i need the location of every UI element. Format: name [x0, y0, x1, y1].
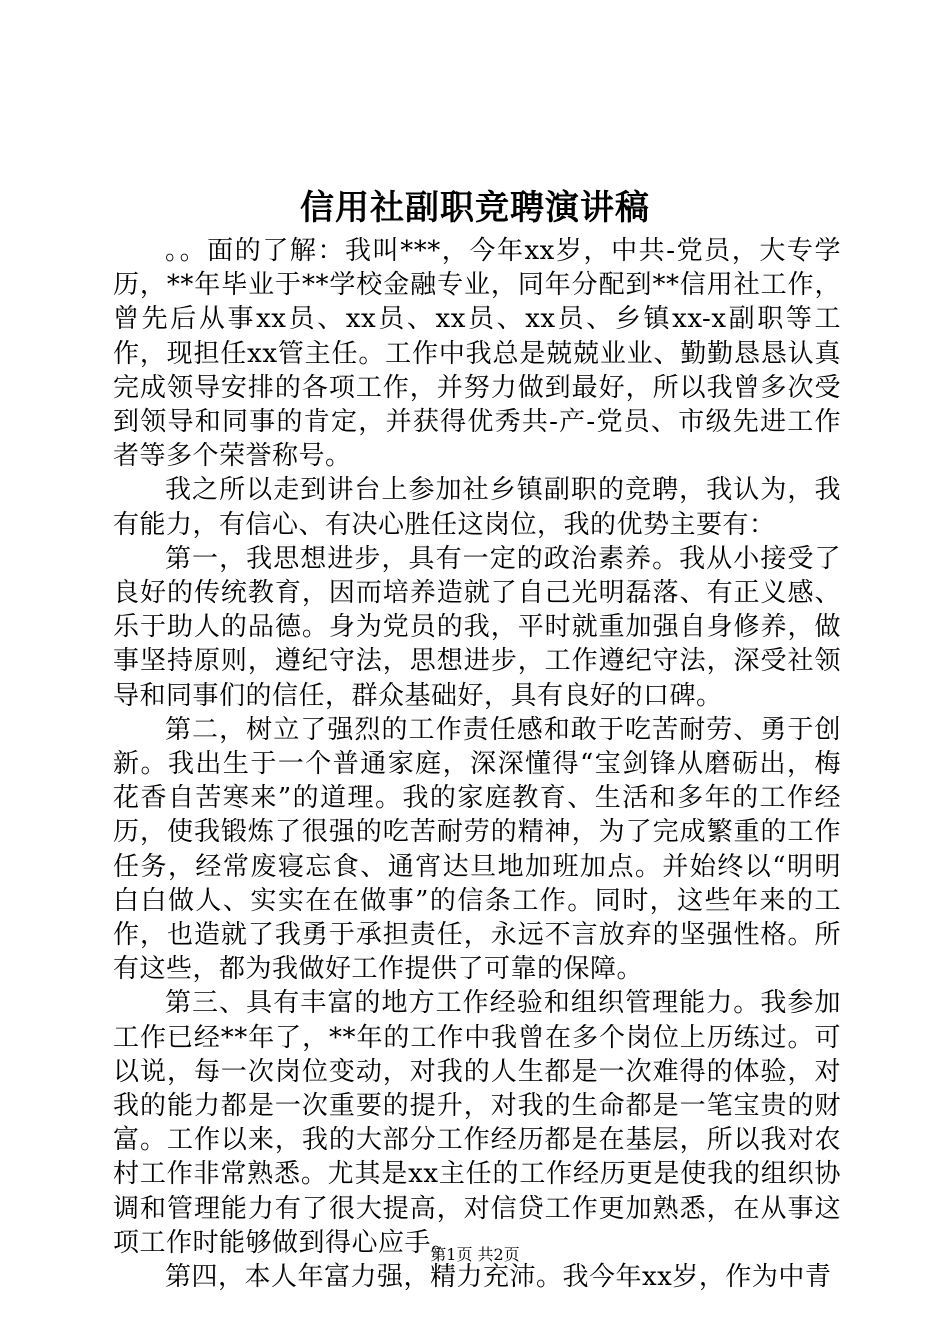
- paragraph-first: 第一，我思想进步，具有一定的政治素养。我从小接受了良好的传统教育，因而培养造就了自己光明磊落、有正义感、乐于助人的品德。身为党员的我，平时就重加强自身修养，做事坚持原则，遵纪守法，思想进步，工作遵纪守法，深受社领导和同事们的信任，群众基础好，具有良好的口碑。: [113, 543, 841, 711]
- page-number-footer: 第1页 共2页: [430, 1245, 520, 1264]
- document-body: [113, 234, 841, 1294]
- paragraph-third: 第三、具有丰富的地方工作经验和组织管理能力。我参加工作已经**年了，**年的工作中我曾在多个岗位上历练过。可以说，每一次岗位变动，对我的人生都是一次难得的体验，对我的能力都是一次重要的提升，对我的生命都是一笔宝贵的财富。工作以来，我的大部分工作经历都是在基层，所以我对农村工作非常熟悉。尤其是xx主任的工作经历更是使我的组织协调和管理能力有了很大提高，对信贷工作更加熟悉，在从事这项工作时能够做到得心应手。: [113, 988, 841, 1258]
- paragraph-intro: 。。面的了解：我叫***，今年xx岁，中共-党员，大专学历，**年毕业于**学校金融专业，同年分配到**信用社工作，曾先后从事xx员、xx员、xx员、xx员、乡镇xx-x副职等工作，现担任xx管主任。工作中我总是兢兢业业、勤勤恳恳认真完成领导安排的各项工作，并努力做到最好，所以我曾多次受到领导和同事的肯定，并获得优秀共-产-党员、市级先进工作者等多个荣誉称号。: [113, 236, 841, 472]
- document-title: 信用社副职竞聘演讲稿: [300, 188, 650, 228]
- paragraph-reason: 我之所以走到讲台上参加社乡镇副职的竞聘，我认为，我有能力，有信心、有决心胜任这岗位，我的优势主要有：: [113, 475, 841, 540]
- paragraph-second: 第二，树立了强烈的工作责任感和敢于吃苦耐劳、勇于创新。我出生于一个普通家庭，深深懂得“宝剑锋从磨砺出，梅花香自苦寒来”的道理。我的家庭教育、生活和多年的工作经历，使我锻炼了很强的吃苦耐劳的精神，为了完成繁重的工作任务，经常废寝忘食、通宵达旦地加班加点。并始终以“明明白白做人、实实在在做事”的信条工作。同时，这些年来的工作，也造就了我勇于承担责任，永远不言放弃的坚强性格。所有这些，都为我做好工作提供了可靠的保障。: [113, 714, 841, 985]
- paragraph-fourth: 第四，本人年富力强，精力充沛。我今年xx岁，作为中青: [165, 1262, 832, 1293]
